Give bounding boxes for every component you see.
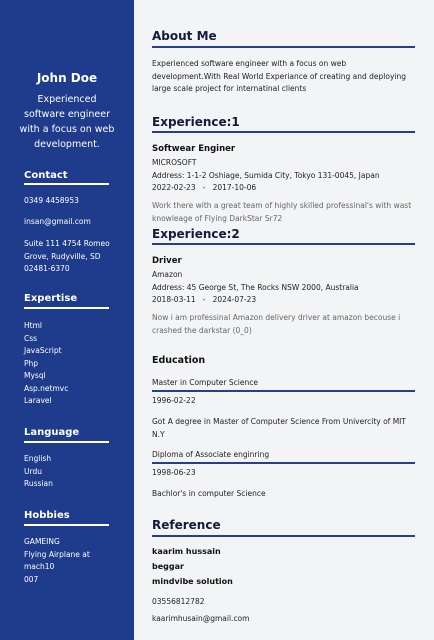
- reference-divider: [152, 535, 415, 537]
- education-2-degree: Diploma of Associate enginring: [152, 450, 270, 459]
- about-title: About Me: [152, 29, 217, 43]
- expertise-item: Asp.netmvc: [24, 383, 69, 393]
- reference-role: beggar: [152, 562, 184, 571]
- experience-2-title: Experience:2: [152, 227, 240, 241]
- expertise-item: Css: [24, 333, 38, 343]
- education-2-date: 1998-06-23: [152, 468, 196, 477]
- language-item: English: [24, 454, 52, 463]
- experience-2-role: Driver: [152, 256, 182, 266]
- main-content: [134, 0, 434, 640]
- experience-1-dates: 2022-02-23 - 2017-10-06: [152, 183, 257, 192]
- experience-1-role: Softwear Enginer: [152, 144, 236, 154]
- expertise-title: Expertise: [24, 293, 78, 304]
- experience-2-description: Now i am professinal Amazon delivery driver at amazon becouse i crashed the darkstar (0_0): [152, 313, 401, 335]
- hobby-item: GAMEING: [24, 537, 60, 546]
- contact-divider: [24, 183, 109, 185]
- education-2-divider: [152, 462, 415, 464]
- expertise-item: Php: [24, 358, 39, 368]
- contact-email[interactable]: insan@gmail.com: [24, 217, 91, 226]
- experience-1-address: Address: 1-1-2 Oshiage, Sumida City, Tokyo 131-0045, Japan: [152, 170, 380, 180]
- education-title: Education: [152, 355, 206, 366]
- contact-phone: 0349 4458953: [24, 196, 79, 205]
- hobby-item: 007: [24, 574, 39, 584]
- education-1-divider: [152, 390, 415, 392]
- experience-2-divider: [152, 243, 415, 245]
- experience-1-company: MICROSOFT: [152, 158, 197, 167]
- reference-name: kaarim hussain: [152, 547, 221, 556]
- profile-tagline: Experienced software engineer with a focus on web development.: [19, 94, 115, 150]
- language-title: Language: [24, 427, 80, 438]
- reference-email[interactable]: kaarimhusain@gmail.com: [152, 614, 250, 623]
- expertise-item: Html: [24, 321, 42, 330]
- experience-1-title: Experience:1: [152, 115, 240, 129]
- about-text: Experienced software engineer with a focus on web development.With Real World Experiance of creating and deploying large scale project for internatinal clients: [152, 59, 407, 93]
- education-1-description: Got A degree in Master of Computer Science From Univercity of MIT N.Y: [152, 417, 406, 439]
- experience-2-address: Address: 45 George St, The Rocks NSW 2000, Australia: [152, 282, 359, 292]
- experience-2-dates: 2018-03-11 - 2024-07-23: [152, 295, 257, 304]
- hobbies-title: Hobbies: [24, 510, 70, 521]
- sidebar: [0, 0, 134, 640]
- reference-company: mindvibe solution: [152, 577, 233, 586]
- reference-phone: 03556812782: [152, 597, 205, 606]
- education-1-degree: Master in Computer Science: [152, 378, 258, 387]
- language-item: Urdu: [24, 466, 42, 476]
- hobbies-divider: [24, 524, 109, 526]
- experience-1-description: Work there with a great team of highly skilled professinal's with wast knowleage of Flying DarkStar Sr72: [152, 201, 412, 223]
- experience-1-divider: [152, 131, 415, 133]
- education-1-date: 1996-02-22: [152, 396, 196, 405]
- about-divider: [152, 46, 415, 48]
- contact-title: Contact: [24, 170, 68, 181]
- language-divider: [24, 441, 109, 443]
- language-item: Russian: [24, 479, 53, 488]
- contact-address: Suite 111 4754 Romeo Grove, Rudyville, SD 02481-6370: [24, 239, 110, 273]
- expertise-divider: [24, 307, 109, 309]
- hobby-item: Flying Airplane at mach10: [24, 549, 90, 571]
- expertise-item: Laravel: [24, 396, 52, 405]
- education-2-description: Bachlor's in computer Science: [152, 489, 266, 498]
- expertise-item: Mysql: [24, 371, 46, 380]
- experience-2-company: Amazon: [152, 270, 183, 279]
- profile-name: John Doe: [36, 71, 98, 85]
- reference-title: Reference: [152, 518, 221, 532]
- expertise-item: JavaScript: [24, 346, 62, 355]
